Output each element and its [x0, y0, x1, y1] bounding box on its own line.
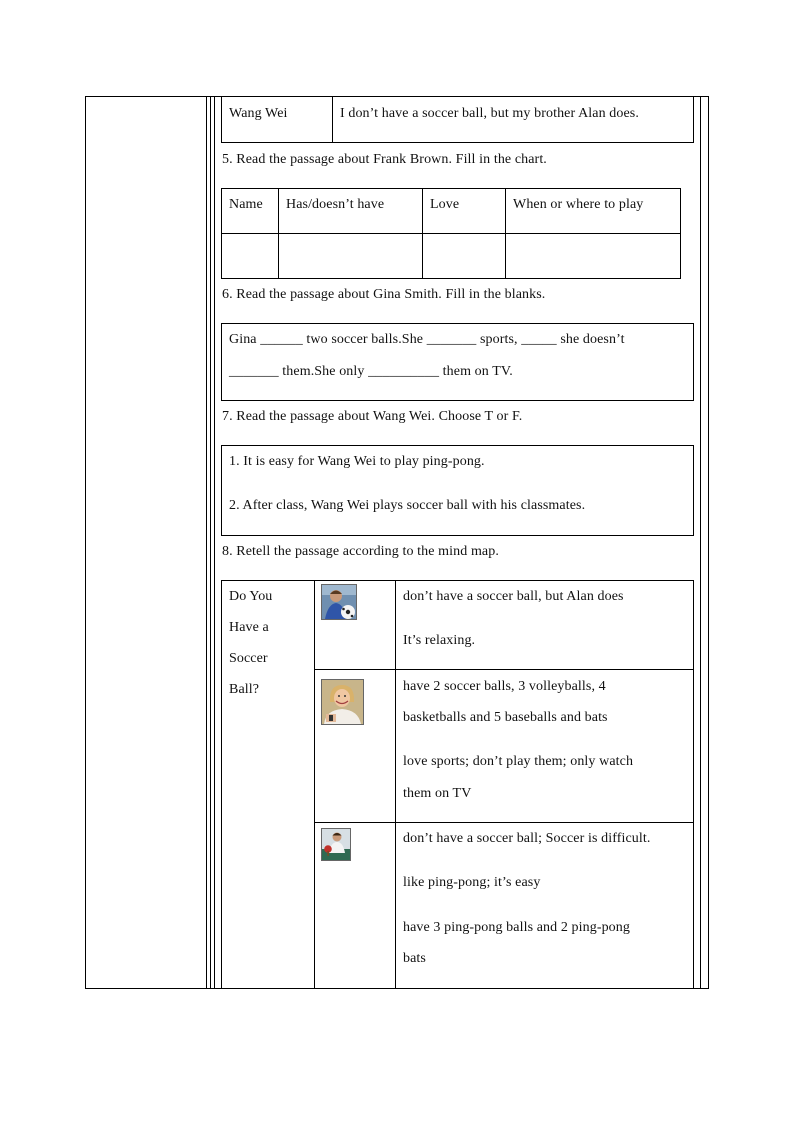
outer-frame-right [708, 96, 709, 989]
top-row-divider [332, 96, 333, 143]
q5-header-when: When or where to play [513, 197, 644, 212]
boy-with-soccer-ball-photo [321, 584, 357, 620]
q8-row-divider-1 [314, 669, 694, 670]
q7-item-2: 2. After class, Wang Wei plays soccer ball with his classmates. [229, 498, 586, 513]
q8-topic-line-3: Soccer [229, 651, 268, 666]
q6-line-2: _______ them.She only __________ them on TV. [229, 364, 513, 379]
q8-topic-line-1: Do You [229, 589, 273, 604]
q5-answer-name[interactable] [222, 234, 278, 278]
q5-header-name: Name [229, 197, 263, 212]
left-column-divider [206, 96, 207, 989]
q8-row2-line-3: love sports; don’t play them; only watch [403, 754, 634, 769]
q5-title: 5. Read the passage about Frank Brown. Fill in the chart. [222, 152, 547, 167]
q8-topic-line-4: Ball? [229, 682, 260, 697]
content-left-border [214, 96, 215, 989]
q8-col-divider-1 [314, 580, 315, 989]
q8-row3-line-2: like ping-pong; it’s easy [403, 875, 541, 890]
q6-line-1: Gina ______ two soccer balls.She _______ sports, _____ she doesn’t [229, 332, 625, 347]
q8-row3-line-1: don’t have a soccer ball; Soccer is difficult. [403, 831, 651, 846]
q7-title: 7. Read the passage about Wang Wei. Choose T or F. [222, 409, 523, 424]
q8-row-divider-2 [314, 822, 694, 823]
q8-row3-line-3: have 3 ping-pong balls and 2 ping-pong [403, 920, 630, 935]
q5-header-has: Has/doesn’t have [286, 197, 385, 212]
q8-topic-line-2: Have a [229, 620, 269, 635]
q8-col-divider-2 [395, 580, 396, 989]
ping-pong-player-photo [321, 828, 351, 861]
smiling-girl-photo [321, 679, 364, 725]
q8-row2-line-2: basketballs and 5 baseballs and bats [403, 710, 608, 725]
q5-answer-has[interactable] [279, 234, 422, 278]
q5-header-love: Love [430, 197, 460, 212]
top-row-name: Wang Wei [229, 106, 288, 121]
outer-frame-left [85, 96, 86, 989]
q8-row1-line-1: don’t have a soccer ball, but Alan does [403, 589, 624, 604]
q8-row2-line-4: them on TV [403, 786, 472, 801]
q8-title: 8. Retell the passage according to the mind map. [222, 544, 499, 559]
q5-answer-love[interactable] [423, 234, 505, 278]
top-row-text: I don’t have a soccer ball, but my brother Alan does. [340, 106, 639, 121]
q8-row2-line-1: have 2 soccer balls, 3 volleyballs, 4 [403, 679, 606, 694]
q7-item-1: 1. It is easy for Wang Wei to play ping-pong. [229, 454, 485, 469]
q6-title: 6. Read the passage about Gina Smith. Fill in the blanks. [222, 287, 546, 302]
content-right-border [700, 96, 701, 989]
left-column-divider-inner [210, 96, 211, 989]
q5-answer-when[interactable] [506, 234, 680, 278]
q8-row1-line-2: It’s relaxing. [403, 633, 476, 648]
q8-row3-line-4: bats [403, 951, 426, 966]
